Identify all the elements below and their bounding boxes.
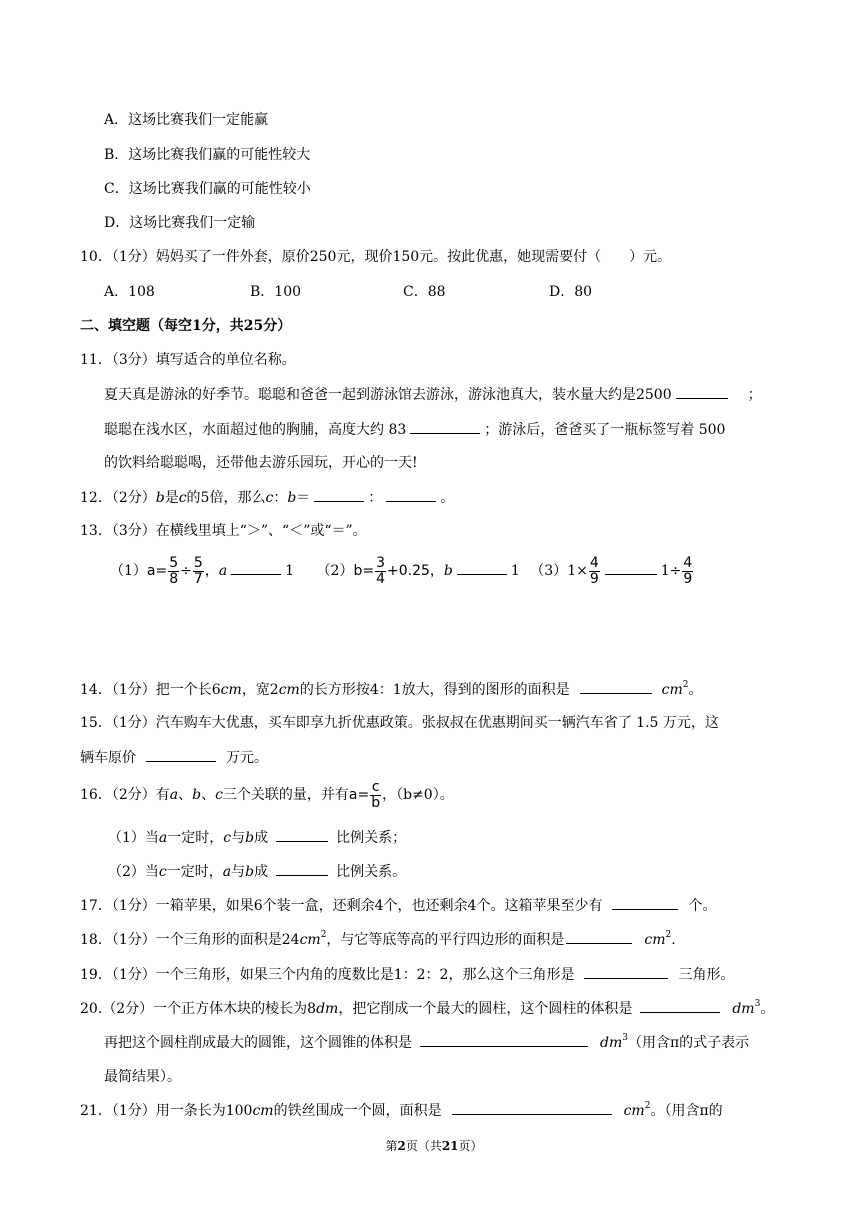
q13-frac-2-den: 7 [193, 570, 203, 587]
q19-blank[interactable] [584, 964, 668, 979]
q11-stem: 11．（3分）填写适合的单位名称。 [80, 352, 296, 368]
q13-blank-1[interactable] [231, 560, 281, 575]
q16-sub1-a: a [158, 830, 168, 846]
q12-colon: ： [273, 490, 288, 506]
q13-frac-3-den: 4 [376, 570, 386, 587]
q12-mid2: 的5倍，那么 [186, 490, 266, 506]
q13-comma1: ， [204, 563, 219, 579]
footer-page: 2 [397, 1139, 406, 1153]
q13-var-a: a [218, 563, 228, 579]
q13-frac-2 [193, 556, 204, 587]
q21-pre: 21．（1分）用一条长为 [80, 1103, 226, 1119]
q12-var-b: b [155, 490, 165, 506]
q13-one1: 1 [285, 563, 295, 579]
q16-sub2-pre: （2）当 [108, 864, 159, 880]
q18-mid: ，与它等底等高的平行四边形的面积是 [326, 932, 565, 948]
q13-row [110, 554, 694, 588]
q20-line2-unit: dm [600, 1035, 623, 1051]
footer-total: 21 [441, 1139, 459, 1153]
q13-p2: （2） [316, 563, 354, 579]
q20-pre: 20.（2分）一个正方体木块的棱长为 [80, 1001, 308, 1017]
q13-frac-3-num: 3 [376, 554, 386, 571]
q13-frac-2-num: 5 [193, 554, 203, 571]
q15-line2-b: 万元。 [226, 750, 268, 766]
q18-unit: cm [644, 932, 666, 948]
q19-end: 三角形。 [678, 967, 735, 983]
q16-var-c: c [215, 787, 223, 803]
q10-option-a: A．108 [104, 284, 155, 300]
q11-blank-2[interactable] [410, 419, 480, 434]
q14-v2: 2 [269, 682, 279, 698]
q16-sub1-cheng: 成 [254, 830, 269, 846]
q18-pre: 18．（1分）一个三角形的面积是 [80, 932, 282, 948]
q20-end: 。 [760, 1001, 775, 1017]
q20-line2-a: 再把这个圆柱削成最大的圆锥，这个圆锥的体积是 [104, 1035, 412, 1051]
q16-s2: 、 [201, 787, 216, 803]
q10-stem: 10．（1分）妈妈买了一件外套，原价250元，现价150元。按此优惠，她现需要付（ ）元。 [80, 249, 672, 265]
q20-u: dm [316, 1001, 339, 1017]
q13-blank-3[interactable] [605, 560, 657, 575]
q15-line2-a: 辆车原价 [80, 750, 136, 766]
footer-pre: 第 [385, 1139, 398, 1153]
q11-line2-b: ；游泳后，爸爸买了一瓶标签写着 500 [484, 422, 726, 438]
q14-pre: 14．（1分）把一个长 [80, 682, 212, 698]
q18-sup2: 2 [665, 930, 672, 940]
q16-sub2-a: a [222, 864, 232, 880]
q10-option-b: B．100 [250, 284, 302, 300]
q18-blank[interactable] [566, 929, 632, 944]
q15-blank[interactable] [146, 747, 216, 762]
q16-var-b: b [192, 787, 202, 803]
q9-option-a: A．这场比赛我们一定能赢 [104, 112, 269, 128]
q12-line [80, 487, 454, 508]
q13-div: ÷ [180, 563, 192, 579]
q16-sub1-mid: 一定时， [167, 830, 224, 846]
q9-option-c: C．这场比赛我们赢的可能性较小 [104, 181, 311, 197]
q12-var-c: c [178, 490, 187, 506]
q14-blank[interactable] [580, 679, 652, 694]
q16-sub1-end: 比例关系； [336, 830, 407, 846]
q16-blank-1[interactable] [276, 827, 328, 842]
q20-unit: dm [732, 1001, 755, 1017]
q16-sub1-c: c [223, 830, 232, 846]
q13-stem: 13．（3分）在横线里填上“＞”、“＜”或“＝”。 [80, 523, 367, 539]
q16-frac-num: c [371, 778, 380, 795]
q14-mid2: 的长方形按4：1放大，得到的图形的面积是 [299, 682, 570, 698]
q11-line1 [104, 384, 762, 405]
q13-frac-4-den: 9 [589, 570, 599, 587]
q13-rhs: 1÷ [660, 563, 682, 579]
q13-a-eq: a= [146, 563, 168, 579]
q17-text: 17．（1分）一箱苹果，如果6个装一盒，还剩余4个，也还剩余4个。这箱苹果至少有 [80, 898, 603, 914]
q14-line [80, 679, 703, 700]
q13-p1: （1） [110, 563, 147, 579]
q18-u: cm [299, 932, 321, 948]
q20-mid: ，把它削成一个最大的圆柱，这个圆柱的体积是 [338, 1001, 633, 1017]
q12-sep: ： [368, 490, 383, 506]
q19-line [80, 964, 734, 985]
q20-blank-2[interactable] [420, 1032, 588, 1047]
q12-blank-2[interactable] [386, 487, 436, 502]
q18-line [80, 929, 676, 950]
q16-line [80, 778, 454, 812]
footer-mid: 页（共 [405, 1139, 442, 1153]
q20-line2-b: （用含π的式子表示 [627, 1035, 750, 1051]
q13-frac-4-num: 4 [589, 554, 599, 571]
q13-comma2: ， [429, 563, 444, 579]
q16-sub2-b: b [245, 864, 255, 880]
q16-sub2-with: 与 [231, 864, 246, 880]
q13-lhs: 1× [567, 563, 588, 579]
q20-blank-1[interactable] [640, 998, 720, 1013]
q13-frac-5 [682, 556, 693, 587]
q12-var-c2: c [265, 490, 274, 506]
q14-end: 。 [688, 682, 703, 698]
q18-sup: 2 [320, 930, 327, 940]
q16-pre: 16．（2分）有 [80, 787, 170, 803]
q12-pre: 12．（2分） [80, 490, 156, 506]
q13-frac-4 [589, 556, 600, 587]
q12-var-b2: b [287, 490, 297, 506]
q16-sub2-mid: 一定时， [166, 864, 223, 880]
q11-blank-1[interactable] [676, 384, 728, 399]
q16-mid: 三个关联的量，并有 [222, 787, 349, 803]
q13-frac-5-num: 4 [683, 554, 693, 571]
q15-line1: 15．（1分）汽车购车大优惠，买车即享九折优惠政策。张叔叔在优惠期间买一辆汽车省了 1.5 万元，这 [80, 715, 719, 731]
q13-plus: +0.25 [387, 563, 430, 579]
q11-line1-end: ； [747, 387, 762, 403]
q16-sub2-c: c [158, 864, 167, 880]
q13-frac-1-num: 5 [169, 554, 179, 571]
q21-u: cm [252, 1103, 274, 1119]
q21-mid: 的铁丝围成一个圆，面积是 [273, 1103, 442, 1119]
q21-end: 。（用含π的 [650, 1103, 723, 1119]
q16-sub1-pre: （1）当 [108, 830, 159, 846]
q16-blank-2[interactable] [276, 861, 328, 876]
q13-frac-1-den: 8 [169, 570, 179, 587]
q13-b-eq: b= [353, 563, 375, 579]
q15-line2 [80, 747, 268, 768]
q20-line2-sup: 3 [622, 1033, 628, 1043]
q16-var-a: a [169, 787, 179, 803]
q13-var-b: b [443, 563, 453, 579]
q12-mid1: 是 [164, 490, 179, 506]
q21-sup: 2 [644, 1101, 651, 1111]
q20-v: 8 [307, 1001, 317, 1017]
q13-frac-1 [168, 556, 179, 587]
q20-line2 [104, 1032, 749, 1053]
q20-sup: 3 [754, 999, 761, 1009]
q16-frac [370, 780, 381, 811]
q16-sub2-cheng: 成 [254, 864, 269, 880]
footer-end: 页） [458, 1139, 483, 1153]
q9-option-d: D．这场比赛我们一定输 [104, 215, 256, 231]
q19-text: 19．（1分）一个三角形，如果三个内角的度数比是1：2：2，那么这个三角形是 [80, 967, 575, 983]
q14-sup: 2 [682, 680, 689, 690]
q18-v: 24 [281, 932, 300, 948]
q16-cond: ，（b≠0）。 [382, 787, 454, 803]
page-footer [0, 1137, 868, 1154]
q14-unit: cm [661, 682, 683, 698]
q16-a-eq: a= [348, 787, 370, 803]
q11-line2 [104, 419, 725, 440]
q13-frac-5-den: 9 [683, 570, 693, 587]
q14-u2: cm [278, 682, 300, 698]
q11-line2-a: 聪聪在浅水区，水面超过他的胸脯，高度大约 83 [104, 422, 407, 438]
q21-unit: cm [623, 1103, 645, 1119]
q21-v: 100 [225, 1103, 253, 1119]
q12-end: 。 [440, 490, 455, 506]
q13-p3: （3） [530, 563, 568, 579]
q17-end: 个。 [688, 898, 717, 914]
q11-line1-text: 夏天真是游泳的好季节。聪聪和爸爸一起到游泳馆去游泳，游泳池真大，装水量大约是2500 [104, 387, 672, 403]
q13-blank-2[interactable] [457, 560, 507, 575]
q21-blank[interactable] [452, 1100, 612, 1115]
q16-sub1-with: 与 [231, 830, 246, 846]
q12-eq: ＝ [296, 490, 311, 506]
q16-sub2 [108, 861, 406, 882]
q18-end: . [671, 932, 676, 948]
q14-u1: cm [220, 682, 242, 698]
q13-frac-3 [375, 556, 386, 587]
section-title: 二、填空题（每空1分，共25分） [80, 318, 292, 334]
q17-blank[interactable] [612, 895, 678, 910]
q12-blank-1[interactable] [314, 487, 364, 502]
q13-one2: 1 [510, 563, 520, 579]
q11-line3: 的饮料给聪聪喝，还带他去游乐园玩，开心的一天! [104, 455, 418, 471]
q10-option-c: C．88 [403, 284, 446, 300]
q14-mid1: ，宽 [241, 682, 270, 698]
q20-line3: 最简结果）。 [104, 1069, 181, 1085]
q9-option-b: B．这场比赛我们赢的可能性较大 [104, 147, 311, 163]
q16-sub2-end: 比例关系。 [336, 864, 407, 880]
q20-line1 [80, 998, 774, 1019]
q21-line [80, 1100, 723, 1121]
q16-sub1-b: b [245, 830, 255, 846]
q10-option-d: D．80 [549, 284, 593, 300]
q16-sub1 [108, 827, 406, 848]
q14-v1: 6 [211, 682, 221, 698]
q16-s1: 、 [178, 787, 193, 803]
q17-line [80, 895, 716, 916]
q16-frac-den: b [371, 794, 381, 811]
